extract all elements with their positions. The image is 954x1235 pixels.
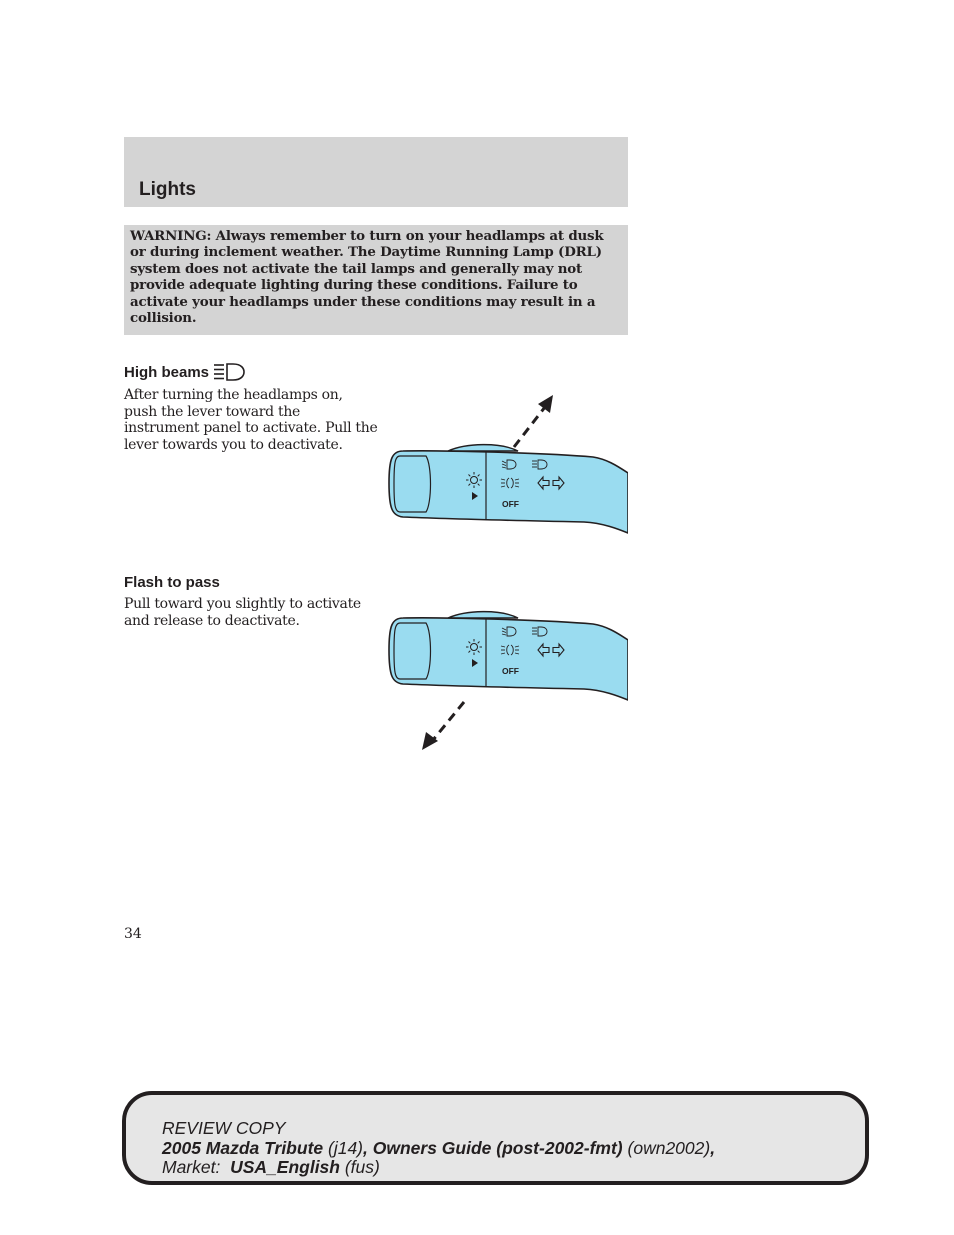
section-title: Lights [139,179,196,200]
high-beams-body: After turning the headlamps on, push the lever toward the instrument panel to activate. Pull the lever towards you to deactivate. [124,387,378,453]
pull-arrow-head [422,732,438,750]
warning-text: WARNING: Always remember to turn on your headlamps at dusk or during inclement weather. The Daytime Running Lamp (DRL) system does not activate the tail lamps and generally may not provide adequate lighting during these conditions. Failure to activate your headlamps under these conditions may result in a collision. [130,228,604,327]
section-header-band [124,137,628,207]
high-beams-lever-figure [388,393,628,535]
lever-knob-end [394,623,431,679]
high-beams-heading-label: High beams [124,363,210,381]
flash-to-pass-heading [124,574,220,591]
lever-knob-end [394,456,431,512]
footer-title-line: 2005 Mazda Tribute (j14), Owners Guide (post-2002-fmt) (own2002), [162,1137,716,1158]
off-label: OFF [502,666,519,676]
high-beam-icon [212,362,246,382]
lever-collar [448,612,518,618]
off-label: OFF [502,499,519,509]
flash-to-pass-body: Pull toward you slightly to activate and release to deactivate. [124,596,361,629]
lever-collar [448,445,518,451]
footer-review-line: REVIEW COPY [162,1118,286,1138]
warning-box [124,225,628,335]
pull-arrow-line [433,702,464,740]
push-arrow-head [538,395,553,413]
flash-to-pass-lever-figure [388,560,628,755]
high-beams-heading [124,362,246,382]
flash-to-pass-heading-label: Flash to pass [124,574,220,591]
push-arrow-line [514,407,545,447]
footer-market-line: Market: USA_English (fus) [162,1157,380,1178]
page-number: 34 [124,926,142,942]
review-copy-footer [122,1091,869,1185]
